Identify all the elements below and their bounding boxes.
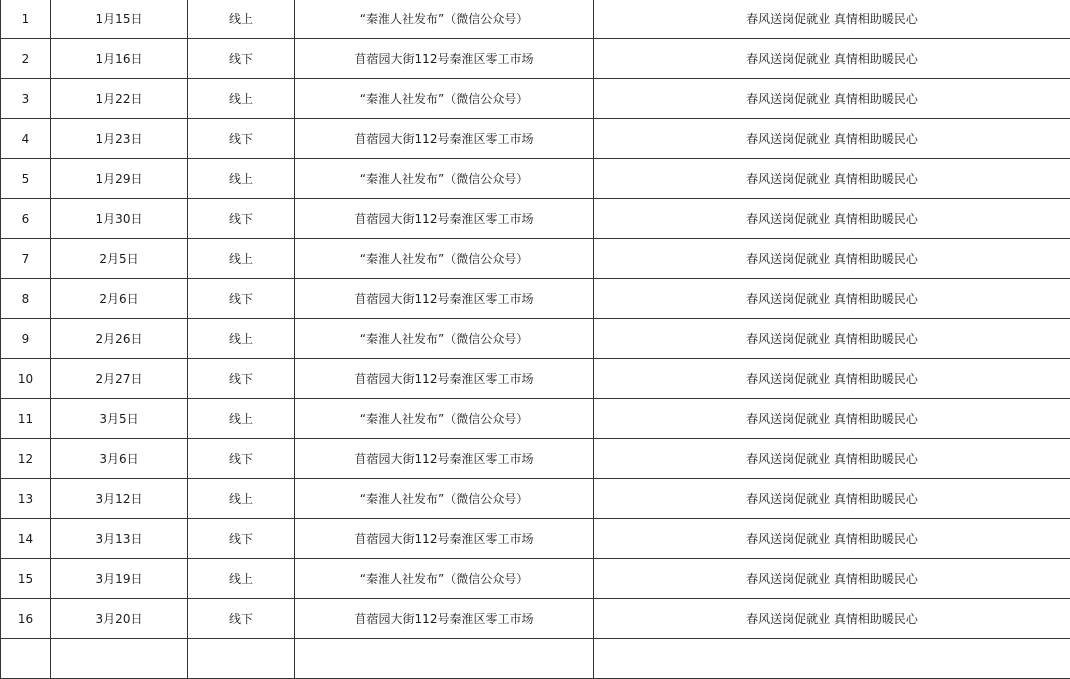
row-number: 4 — [1, 119, 51, 159]
event-mode: 线下 — [188, 39, 295, 79]
event-date: 3月6日 — [51, 439, 188, 479]
row-number: 3 — [1, 79, 51, 119]
event-date: 3月5日 — [51, 399, 188, 439]
row-number: 15 — [1, 559, 51, 599]
event-date: 1月16日 — [51, 39, 188, 79]
event-venue: “秦淮人社发布”（微信公众号） — [295, 319, 594, 359]
row-number: 1 — [1, 0, 51, 39]
event-venue: 苜蓿园大街112号秦淮区零工市场 — [295, 199, 594, 239]
row-number: 16 — [1, 599, 51, 639]
event-date: 3月13日 — [51, 519, 188, 559]
event-mode: 线下 — [188, 279, 295, 319]
event-venue: “秦淮人社发布”（微信公众号） — [295, 479, 594, 519]
event-theme: 春风送岗促就业 真情相助暖民心 — [594, 359, 1070, 399]
row-number: 5 — [1, 159, 51, 199]
row-number: 12 — [1, 439, 51, 479]
event-theme: 春风送岗促就业 真情相助暖民心 — [594, 199, 1070, 239]
table-row — [1, 319, 1070, 359]
event-theme: 春风送岗促就业 真情相助暖民心 — [594, 399, 1070, 439]
table-row — [1, 599, 1070, 639]
event-mode: 线上 — [188, 559, 295, 599]
event-mode: 线下 — [188, 599, 295, 639]
event-mode: 线下 — [188, 199, 295, 239]
event-date: 3月20日 — [51, 599, 188, 639]
event-theme: 春风送岗促就业 真情相助暖民心 — [594, 439, 1070, 479]
event-mode: 线上 — [188, 0, 295, 39]
event-mode: 线下 — [188, 119, 295, 159]
event-venue: “秦淮人社发布”（微信公众号） — [295, 239, 594, 279]
row-number: 11 — [1, 399, 51, 439]
event-venue: 苜蓿园大街112号秦淮区零工市场 — [295, 599, 594, 639]
event-theme: 春风送岗促就业 真情相助暖民心 — [594, 119, 1070, 159]
table-row — [1, 359, 1070, 399]
event-venue: “秦淮人社发布”（微信公众号） — [295, 559, 594, 599]
row-number: 14 — [1, 519, 51, 559]
event-date: 2月26日 — [51, 319, 188, 359]
event-theme: 春风送岗促就业 真情相助暖民心 — [594, 159, 1070, 199]
table-row — [1, 279, 1070, 319]
table-row — [1, 79, 1070, 119]
event-venue: “秦淮人社发布”（微信公众号） — [295, 0, 594, 39]
table-row — [1, 439, 1070, 479]
table-row — [1, 519, 1070, 559]
event-theme: 春风送岗促就业 真情相助暖民心 — [594, 79, 1070, 119]
event-date: 1月30日 — [51, 199, 188, 239]
table-row — [1, 159, 1070, 199]
event-theme: 春风送岗促就业 真情相助暖民心 — [594, 479, 1070, 519]
event-theme: 春风送岗促就业 真情相助暖民心 — [594, 559, 1070, 599]
event-date: 3月12日 — [51, 479, 188, 519]
event-theme: 春风送岗促就业 真情相助暖民心 — [594, 239, 1070, 279]
event-venue: “秦淮人社发布”（微信公众号） — [295, 79, 594, 119]
event-venue: 苜蓿园大街112号秦淮区零工市场 — [295, 519, 594, 559]
event-venue: “秦淮人社发布”（微信公众号） — [295, 399, 594, 439]
event-theme: 春风送岗促就业 真情相助暖民心 — [594, 599, 1070, 639]
event-date: 3月19日 — [51, 559, 188, 599]
table-row — [1, 0, 1070, 39]
event-venue: 苜蓿园大街112号秦淮区零工市场 — [295, 119, 594, 159]
event-theme: 春风送岗促就业 真情相助暖民心 — [594, 279, 1070, 319]
row-number: 13 — [1, 479, 51, 519]
row-number: 2 — [1, 39, 51, 79]
event-mode: 线下 — [188, 439, 295, 479]
event-venue: “秦淮人社发布”（微信公众号） — [295, 159, 594, 199]
event-venue: 苜蓿园大街112号秦淮区零工市场 — [295, 279, 594, 319]
event-venue: 苜蓿园大街112号秦淮区零工市场 — [295, 359, 594, 399]
event-venue: 苜蓿园大街112号秦淮区零工市场 — [295, 439, 594, 479]
event-theme: 春风送岗促就业 真情相助暖民心 — [594, 39, 1070, 79]
event-date: 1月23日 — [51, 119, 188, 159]
event-mode: 线上 — [188, 319, 295, 359]
event-theme: 春风送岗促就业 真情相助暖民心 — [594, 0, 1070, 39]
table-row — [1, 559, 1070, 599]
event-theme: 春风送岗促就业 真情相助暖民心 — [594, 319, 1070, 359]
row-number: 8 — [1, 279, 51, 319]
event-venue: 苜蓿园大街112号秦淮区零工市场 — [295, 39, 594, 79]
table-row — [1, 119, 1070, 159]
event-date: 2月6日 — [51, 279, 188, 319]
row-number: 10 — [1, 359, 51, 399]
event-mode: 线上 — [188, 239, 295, 279]
event-mode: 线上 — [188, 159, 295, 199]
event-date: 1月15日 — [51, 0, 188, 39]
table-row — [1, 39, 1070, 79]
table-row — [1, 479, 1070, 519]
event-mode: 线上 — [188, 399, 295, 439]
table-row — [1, 399, 1070, 439]
event-mode: 线上 — [188, 479, 295, 519]
event-date: 2月5日 — [51, 239, 188, 279]
event-mode: 线下 — [188, 359, 295, 399]
event-date: 1月22日 — [51, 79, 188, 119]
row-number: 9 — [1, 319, 51, 359]
event-mode: 线上 — [188, 79, 295, 119]
event-mode: 线下 — [188, 519, 295, 559]
row-number: 7 — [1, 239, 51, 279]
event-date: 2月27日 — [51, 359, 188, 399]
row-number: 6 — [1, 199, 51, 239]
table-row — [1, 239, 1070, 279]
event-theme: 春风送岗促就业 真情相助暖民心 — [594, 519, 1070, 559]
table-row — [1, 199, 1070, 239]
event-date: 1月29日 — [51, 159, 188, 199]
